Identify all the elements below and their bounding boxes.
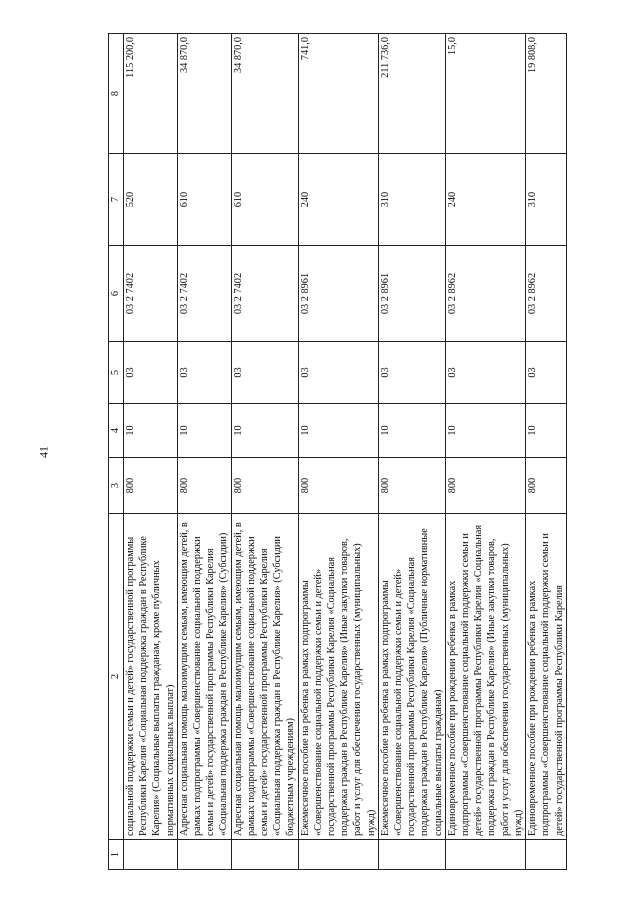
- cell-subsection: 03: [177, 342, 231, 404]
- cell-admin-code: 800: [298, 458, 378, 514]
- cell-subsection: 03: [124, 342, 178, 404]
- cell-name: [445, 840, 525, 870]
- cell-subsection: 03: [378, 342, 445, 404]
- cell-expense-type: 240: [445, 154, 525, 246]
- cell-admin-code: 800: [124, 458, 178, 514]
- column-header: 6: [109, 246, 124, 342]
- cell-name: [378, 840, 445, 870]
- column-header: 1: [109, 840, 124, 870]
- cell-description: Единовременное пособие при рождении ребенка в рамках подпрограммы «Совершенствование социальной поддержки семьи и детей» государственной программы Республики Карелия: [526, 514, 567, 840]
- cell-expense-type: 610: [177, 154, 231, 246]
- cell-amount: 34 870,0: [231, 34, 298, 154]
- cell-description: социальной поддержки семьи и детей» государственной программы Республики Карелия «Социальная поддержка граждан в Республике Карелия» (Социальные выплаты гражданам, кроме публичных нормативных социальных выплат): [124, 514, 178, 840]
- cell-subsection: 03: [526, 342, 567, 404]
- cell-name: [231, 840, 298, 870]
- cell-section: 10: [231, 404, 298, 458]
- cell-expense-type: 240: [298, 154, 378, 246]
- column-header: 4: [109, 404, 124, 458]
- cell-target-article: 03 2 7402: [124, 246, 178, 342]
- cell-admin-code: 800: [231, 458, 298, 514]
- cell-section: 10: [526, 404, 567, 458]
- cell-name: [124, 840, 178, 870]
- page-number: 41: [36, 446, 51, 458]
- cell-target-article: 03 2 7402: [177, 246, 231, 342]
- column-header: 8: [109, 34, 124, 154]
- table-row: [378, 34, 445, 870]
- cell-section: 10: [124, 404, 178, 458]
- column-header: 3: [109, 458, 124, 514]
- budget-table: [108, 33, 567, 870]
- rotated-table-container: [108, 34, 565, 870]
- cell-name: [177, 840, 231, 870]
- cell-admin-code: 800: [177, 458, 231, 514]
- column-header: 2: [109, 514, 124, 840]
- table-row: [124, 34, 178, 870]
- table-header-row: [109, 34, 124, 870]
- cell-amount: 211 736,0: [378, 34, 445, 154]
- cell-expense-type: 310: [378, 154, 445, 246]
- cell-section: 10: [177, 404, 231, 458]
- table-row: [177, 34, 231, 870]
- cell-subsection: 03: [231, 342, 298, 404]
- cell-name: [526, 840, 567, 870]
- cell-amount: 15,0: [445, 34, 525, 154]
- cell-section: 10: [298, 404, 378, 458]
- cell-admin-code: 800: [445, 458, 525, 514]
- column-header: 7: [109, 154, 124, 246]
- cell-admin-code: 800: [378, 458, 445, 514]
- cell-section: 10: [378, 404, 445, 458]
- cell-description: Адресная социальная помощь малоимущим семьям, имеющим детей, в рамках подпрограммы «Совершенствование социальной поддержки семьи и детей» государственной программы Республики Карелия «Социальная поддержка граждан в Республике Карелия» (Субсидии): [177, 514, 231, 840]
- cell-description: Единовременное пособие при рождении ребенка в рамках подпрограммы «Совершенствование социальной поддержки семьи и детей» государственной программы Республики Карелия «Социальная поддержка граждан в Республике Карелия» (Иные закупки товаров, работ и услуг для обеспечения государственных (муниципальных) нужд): [445, 514, 525, 840]
- cell-amount: 115 200,0: [124, 34, 178, 154]
- cell-target-article: 03 2 8961: [298, 246, 378, 342]
- cell-target-article: 03 2 8961: [378, 246, 445, 342]
- table-row: [231, 34, 298, 870]
- cell-amount: 34 870,0: [177, 34, 231, 154]
- cell-admin-code: 800: [526, 458, 567, 514]
- column-header: 5: [109, 342, 124, 404]
- cell-target-article: 03 2 8962: [445, 246, 525, 342]
- cell-amount: 741,0: [298, 34, 378, 154]
- cell-expense-type: 310: [526, 154, 567, 246]
- cell-expense-type: 610: [231, 154, 298, 246]
- cell-subsection: 03: [298, 342, 378, 404]
- cell-amount: 19 808,0: [526, 34, 567, 154]
- cell-description: Ежемесячное пособие на ребенка в рамках подпрограммы «Совершенствование социальной поддержки семьи и детей» государственной программы Республики Карелия «Социальная поддержка граждан в Республике Карелия» (Публичные нормативные социальные выплаты гражданам): [378, 514, 445, 840]
- cell-target-article: 03 2 8962: [526, 246, 567, 342]
- cell-name: [298, 840, 378, 870]
- table-row: [445, 34, 525, 870]
- cell-section: 10: [445, 404, 525, 458]
- table-row: [298, 34, 378, 870]
- table-row: [526, 34, 567, 870]
- cell-subsection: 03: [445, 342, 525, 404]
- cell-description: Адресная социальная помощь малоимущим семьям, имеющим детей, в рамках подпрограммы «Совершенствование социальной поддержки семьи и детей» государственной программы Республики Карелия «Социальная поддержка граждан в Республике Карелия» (Субсидии бюджетным учреждениям): [231, 514, 298, 840]
- cell-description: Ежемесячное пособие на ребенка в рамках подпрограммы «Совершенствование социальной поддержки семьи и детей» государственной программы Республики Карелия «Социальная поддержка граждан в Республике Карелия» (Иные закупки товаров, работ и услуг для обеспечения государственных (муниципальных) нужд): [298, 514, 378, 840]
- cell-target-article: 03 2 7402: [231, 246, 298, 342]
- cell-expense-type: 520: [124, 154, 178, 246]
